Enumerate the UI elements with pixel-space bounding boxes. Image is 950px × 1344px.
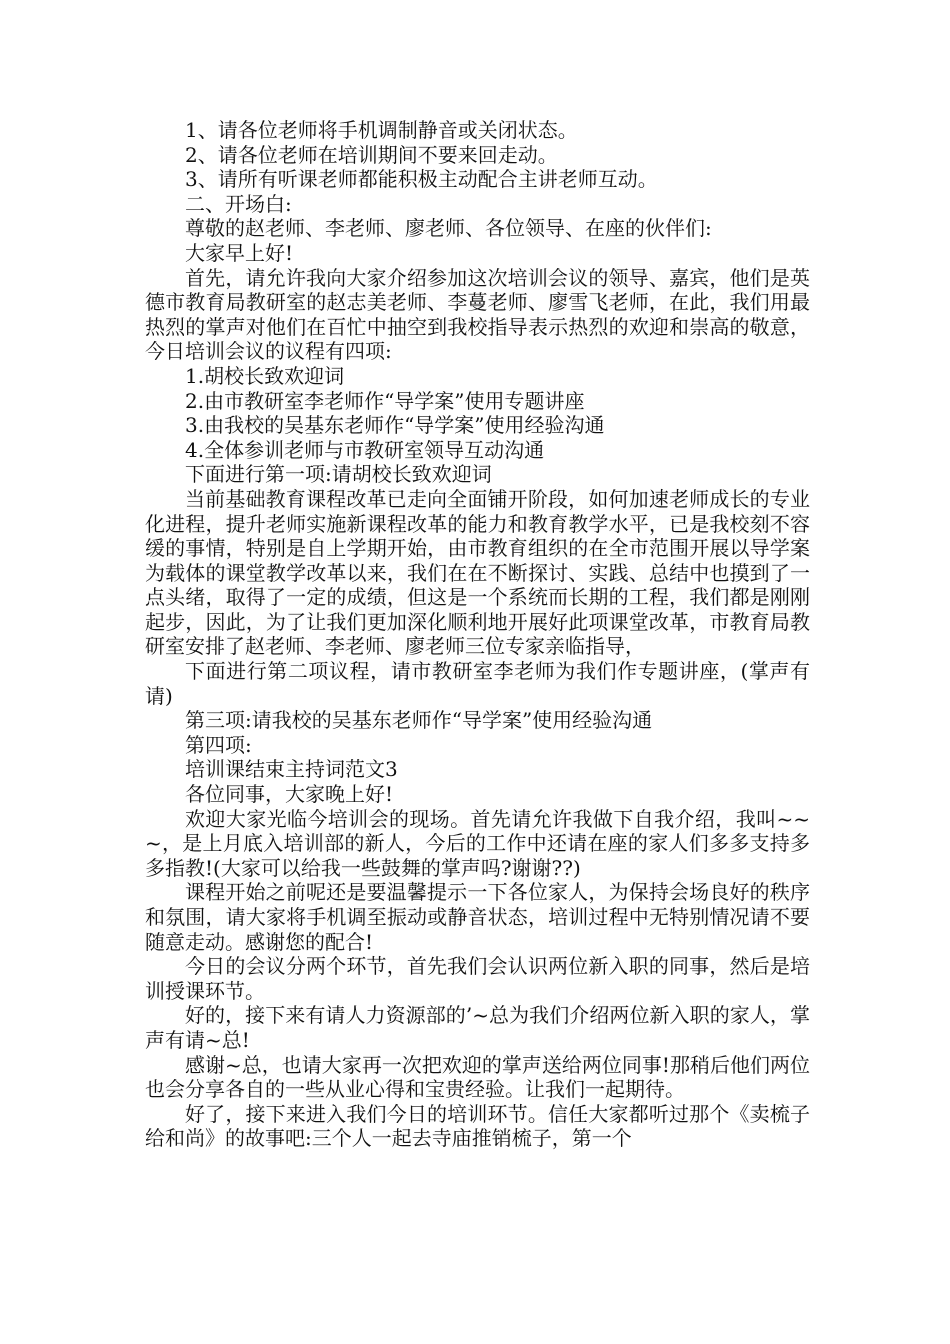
paragraph: 2、请各位老师在培训期间不要来回走动。 — [185, 142, 558, 167]
paragraph: 课程开始之前呢还是要温馨提示一下各位家人，为保持会场良好的秩序和氛围，请大家将手机调至振动或静音状态，培训过程中无特别情况请不要随意走动。感谢您的配合! — [145, 880, 810, 954]
paragraph: 好的，接下来有请人力资源部的’~总为我们介绍两位新入职的家人，掌声有请~总! — [145, 1003, 810, 1052]
paragraph: 尊敬的赵老师、李老师、廖老师、各位领导、在座的伙伴们: — [185, 216, 712, 241]
paragraph: 好了，接下来进入我们今日的培训环节。信任大家都听过那个《卖梳子给和尚》的故事吧:三个人一起去寺庙推销梳子，第一个 — [145, 1101, 810, 1151]
agenda-item: 1.胡校长致欢迎词 — [185, 363, 345, 388]
paragraph: 第四项: — [185, 732, 252, 757]
agenda-item: 3.由我校的吴基东老师作“导学案”使用经验沟通 — [185, 413, 605, 438]
paragraph: 下面进行第一项:请胡校长致欢迎词 — [185, 462, 492, 487]
paragraph: 感谢~总，也请大家再一次把欢迎的掌声送给两位同事!那稍后他们两位也会分享各自的一些从业心得和宝贵经验。让我们一起期待。 — [145, 1052, 810, 1102]
paragraph: 当前基础教育课程改革已走向全面铺开阶段，如何加速老师成长的专业化进程，提升老师实施新课程改革的能力和教育教学水平，已是我校刻不容缓的事情，特别是自上学期开始，由市教育组织的在全市范围开展以导学案为载体的课堂教学改革以来，我们在在不断探讨、实践、总结中也摸到了一点头绪，取得了一定的成绩，但这是一个系统而长期的工程，我们都是刚刚起步，因此，为了让我们更加深化顺利地开展好此项课堂改革，市教育局教研室安排了赵老师、李老师、廖老师三位专家亲临指导， — [145, 486, 810, 659]
paragraph: 大家早上好! — [185, 240, 294, 265]
document-body — [145, 118, 810, 1151]
agenda-item: 4.全体参训老师与市教研室领导互动沟通 — [185, 437, 545, 462]
paragraph: 1、请各位老师将手机调制静音或关闭状态。 — [185, 118, 578, 142]
section-heading: 培训课结束主持词范文3 — [185, 757, 398, 782]
paragraph: 欢迎大家光临今培训会的现场。首先请允许我做下自我介绍，我叫~~~，是上月底入培训部的新人，今后的工作中还请在座的家人们多多支持多多指教!(大家可以给我一些鼓舞的掌声吗?谢谢??) — [145, 806, 810, 880]
paragraph: 今日的会议分两个环节，首先我们会认识两位新入职的同事，然后是培训授课环节。 — [145, 954, 810, 1003]
paragraph: 下面进行第二项议程，请市教研室李老师为我们作专题讲座，(掌声有请) — [145, 659, 810, 708]
section-heading: 二、开场白: — [185, 191, 292, 216]
paragraph: 第三项:请我校的吴基东老师作“导学案”使用经验沟通 — [185, 708, 653, 733]
paragraph: 首先，请允许我向大家介绍参加这次培训会议的领导、嘉宾，他们是英德市教育局教研室的赵志美老师、李蔓老师、廖雪飞老师，在此，我们用最热烈的掌声对他们在百忙中抽空到我校指导表示热烈的欢迎和崇高的敬意，今日培训会议的议程有四项: — [145, 265, 810, 364]
paragraph: 各位同事，大家晚上好! — [185, 782, 394, 807]
paragraph: 3、请所有听课老师都能积极主动配合主讲老师互动。 — [185, 167, 658, 192]
agenda-item: 2.由市教研室李老师作“导学案”使用专题讲座 — [185, 388, 585, 413]
